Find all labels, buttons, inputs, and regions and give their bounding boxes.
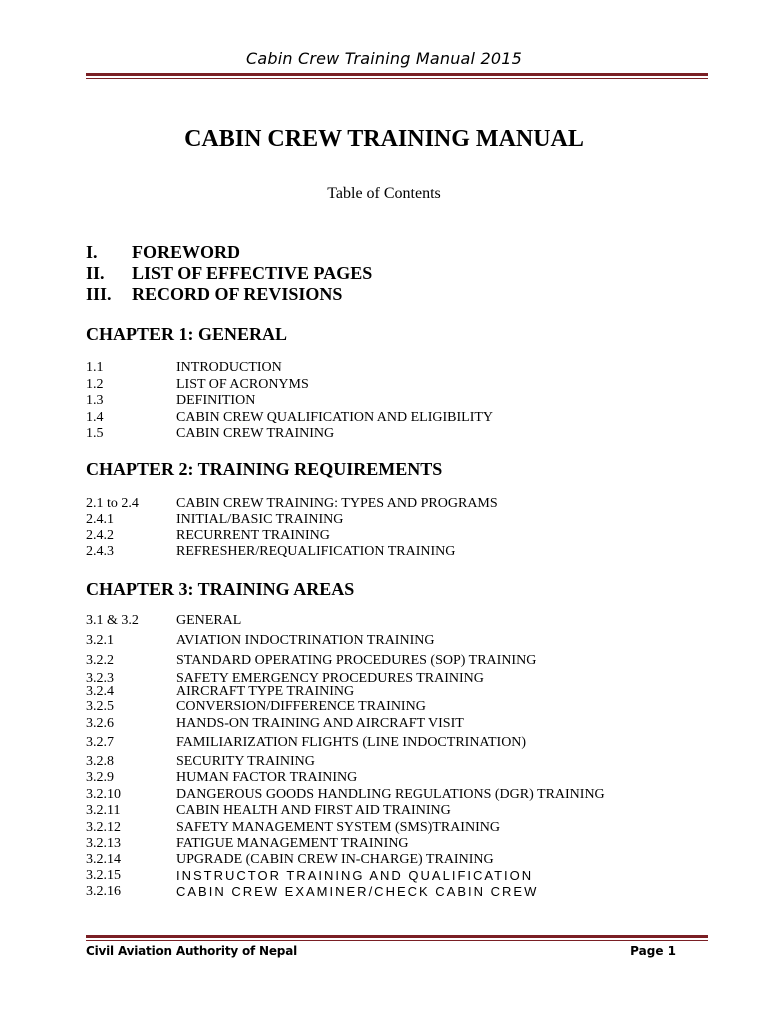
front-matter-number: II. [86,263,105,283]
toc-entry[interactable] [86,787,605,803]
front-matter-item[interactable] [86,263,372,284]
header-rule [86,73,708,79]
toc-title: FATIGUE MANAGEMENT TRAINING [176,836,409,851]
toc-title: CABIN CREW EXAMINER/CHECK CABIN CREW [176,884,539,899]
toc-number: 2.4.2 [86,528,114,543]
front-matter-label: FOREWORD [132,242,240,262]
toc-title: DEFINITION [176,393,256,408]
toc-number: 3.2.2 [86,653,114,668]
toc-entry[interactable] [86,652,605,670]
toc-number: 3.2.8 [86,754,114,769]
toc-number: 3.2.10 [86,787,121,802]
toc-subtitle: Table of Contents [327,185,441,202]
toc-title: INTRODUCTION [176,360,282,375]
toc-number: 2.1 to 2.4 [86,496,139,511]
toc-title: SAFETY EMERGENCY PROCEDURES TRAINING [176,671,484,686]
toc-title: INSTRUCTOR TRAINING AND QUALIFICATION [176,868,534,883]
toc-number: 3.2.11 [86,803,121,818]
toc-title: RECURRENT TRAINING [176,528,330,543]
toc-title: CABIN CREW TRAINING [176,426,335,441]
toc-entry[interactable] [86,410,493,427]
toc-number: 3.2.15 [86,868,121,883]
footer-organization: Civil Aviation Authority of Nepal [86,944,297,958]
toc-entry[interactable] [86,512,498,528]
chapter-1-list [86,360,493,443]
toc-number: 1.5 [86,426,104,441]
toc-entry[interactable] [86,820,605,836]
toc-entry[interactable] [86,612,605,632]
toc-title: HUMAN FACTOR TRAINING [176,770,358,785]
toc-number: 3.2.1 [86,633,114,648]
toc-entry[interactable] [86,393,493,410]
chapter-3-list [86,612,605,900]
toc-entry[interactable] [86,496,498,512]
toc-entry[interactable] [86,852,605,868]
toc-entry[interactable] [86,528,498,544]
toc-entry[interactable] [86,769,605,787]
toc-entry[interactable] [86,377,493,394]
chapter-2-list [86,496,498,560]
toc-title: INITIAL/BASIC TRAINING [176,512,344,527]
toc-number: 1.3 [86,393,104,408]
toc-title: CABIN HEALTH AND FIRST AID TRAINING [176,803,451,818]
toc-entry[interactable] [86,426,493,443]
toc-number: 3.1 & 3.2 [86,613,139,628]
chapter-2-heading[interactable]: CHAPTER 2: TRAINING REQUIREMENTS [86,459,443,479]
toc-number: 2.4.3 [86,544,114,559]
toc-entry[interactable] [86,632,605,652]
toc-number: 3.2.13 [86,836,121,851]
toc-number: 2.4.1 [86,512,114,527]
toc-title: GENERAL [176,613,242,628]
toc-title: SECURITY TRAINING [176,754,315,769]
toc-number: 1.2 [86,376,104,392]
toc-title: FAMILIARIZATION FLIGHTS (LINE INDOCTRINATION) [176,735,527,750]
toc-title: SAFETY MANAGEMENT SYSTEM (SMS)TRAINING [176,820,500,835]
toc-number: 3.2.3 [86,671,114,686]
toc-entry[interactable] [86,803,605,820]
front-matter-number: I. [86,242,98,262]
chapter-1-heading[interactable]: CHAPTER 1: GENERAL [86,324,288,344]
toc-number: 3.2.12 [86,820,121,835]
toc-number: 3.2.5 [86,699,114,714]
toc-entry[interactable] [86,360,493,377]
toc-number: 1.1 [86,360,104,375]
toc-title: AIRCRAFT TYPE TRAINING [176,684,355,699]
front-matter-list [86,242,372,305]
footer-page-number: Page 1 [630,944,676,958]
document-title: CABIN CREW TRAINING MANUAL [184,126,584,152]
toc-entry[interactable] [86,544,498,560]
toc-entry[interactable] [86,698,605,715]
toc-number: 3.2.16 [86,884,121,899]
footer-rule [86,935,708,941]
toc-title: DANGEROUS GOODS HANDLING REGULATIONS (DGR) TRAINING [176,787,605,802]
toc-title: CABIN CREW QUALIFICATION AND ELIGIBILITY [176,409,494,425]
toc-title: AVIATION INDOCTRINATION TRAINING [176,633,435,648]
toc-entry[interactable] [86,753,605,769]
toc-title: CABIN CREW TRAINING: TYPES AND PROGRAMS [176,496,498,511]
toc-entry[interactable] [86,734,605,753]
toc-entry[interactable] [86,868,605,884]
toc-entry[interactable] [86,715,605,734]
toc-number: 3.2.4 [86,684,114,699]
front-matter-label: RECORD OF REVISIONS [132,284,343,304]
front-matter-label: LIST OF EFFECTIVE PAGES [132,263,373,283]
toc-number: 3.2.9 [86,770,114,785]
front-matter-number: III. [86,284,112,304]
toc-number: 3.2.14 [86,852,121,867]
toc-entry[interactable] [86,836,605,852]
toc-number: 1.4 [86,409,104,425]
front-matter-item[interactable] [86,284,372,305]
running-header: Cabin Crew Training Manual 2015 [245,49,523,68]
toc-title: CONVERSION/DIFFERENCE TRAINING [176,699,426,714]
toc-entry[interactable] [86,683,605,698]
toc-title: UPGRADE (CABIN CREW IN-CHARGE) TRAINING [176,852,494,867]
front-matter-item[interactable] [86,242,372,263]
chapter-3-heading[interactable]: CHAPTER 3: TRAINING AREAS [86,579,355,599]
toc-title: HANDS-ON TRAINING AND AIRCRAFT VISIT [176,716,464,731]
toc-entry[interactable] [86,884,605,900]
toc-title: STANDARD OPERATING PROCEDURES (SOP) TRAINING [176,653,537,668]
toc-entry[interactable] [86,670,605,686]
toc-title: REFRESHER/REQUALIFICATION TRAINING [176,544,456,559]
toc-number: 3.2.7 [86,735,114,750]
toc-title: LIST OF ACRONYMS [176,376,309,392]
toc-number: 3.2.6 [86,716,114,731]
